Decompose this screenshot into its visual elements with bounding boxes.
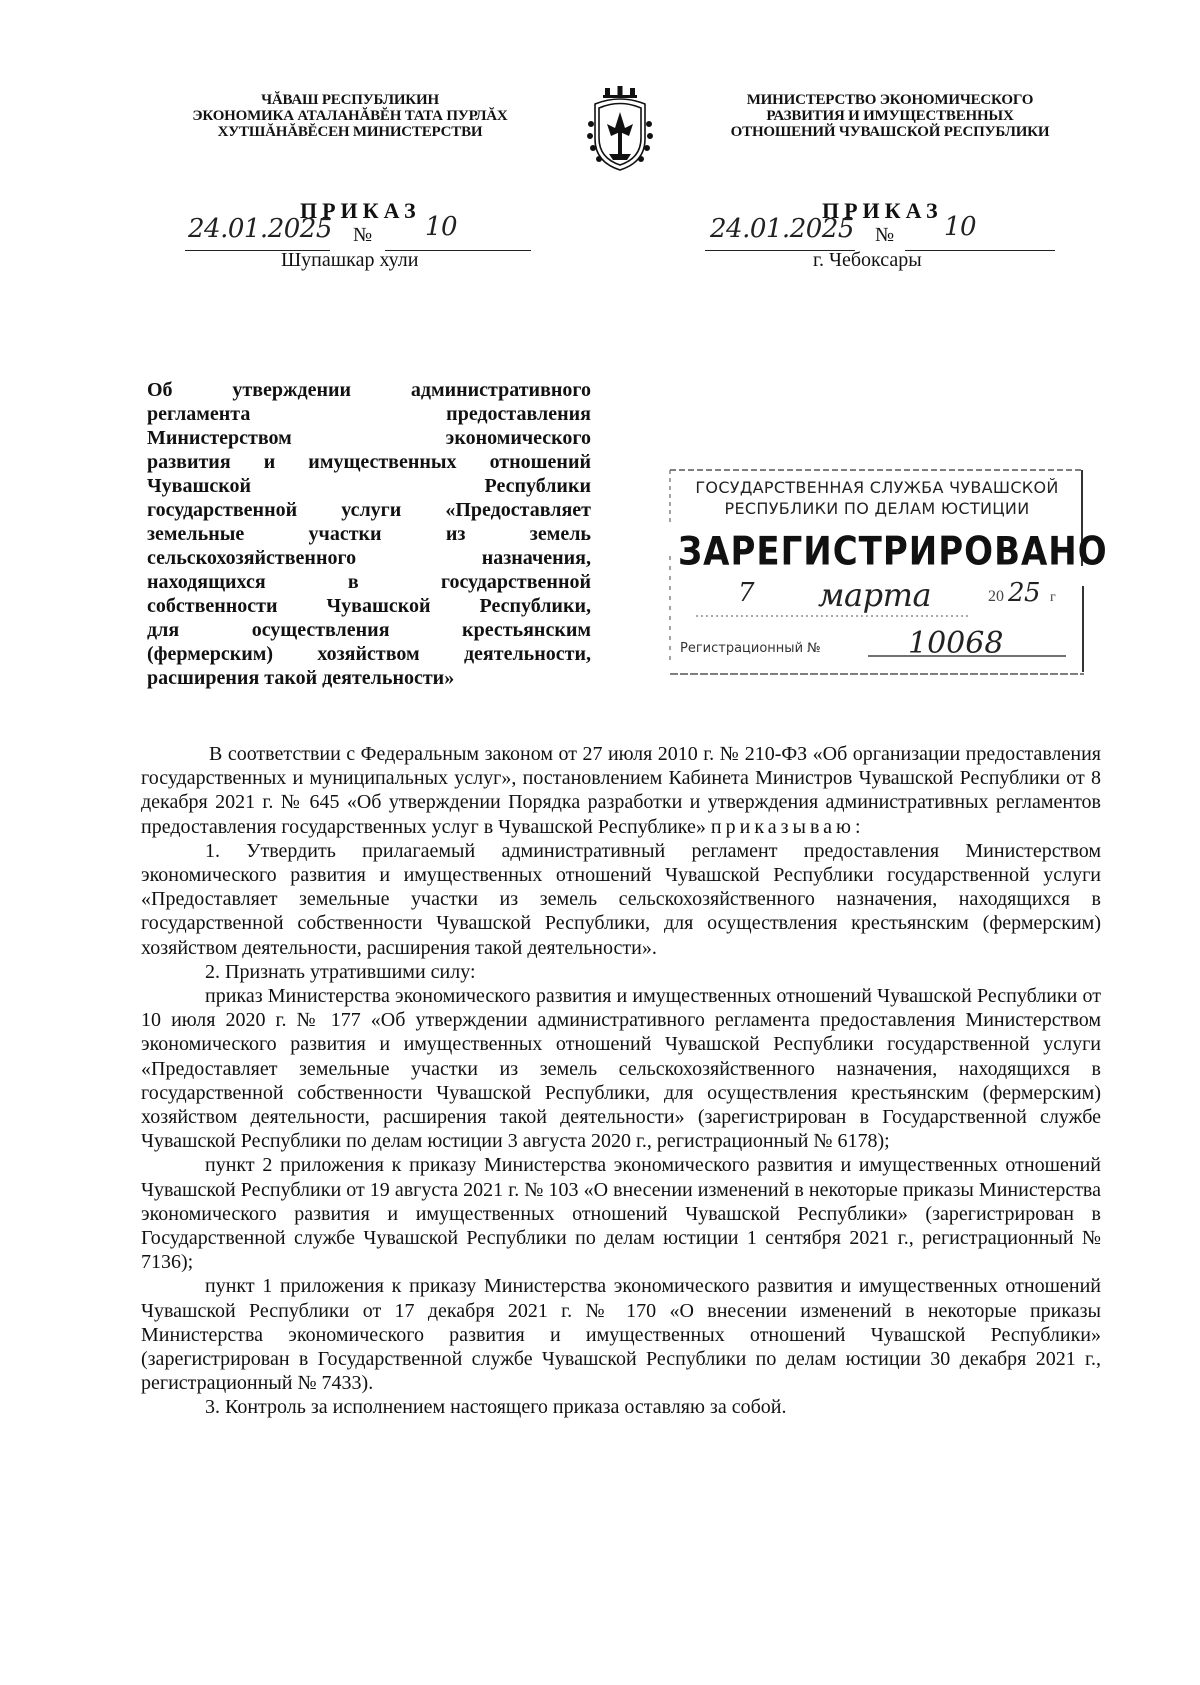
stamp-date-year-suffix: г bbox=[1050, 590, 1056, 605]
header-right-ministry-russian bbox=[700, 92, 1080, 140]
document-body bbox=[141, 742, 1101, 1420]
stamp-registration-label: Регистрационный № bbox=[680, 641, 821, 656]
document-title-line: земельные участки из земель bbox=[147, 523, 591, 545]
document-title-line: расширения такой деятельности» bbox=[147, 667, 455, 689]
registration-stamp bbox=[668, 466, 1108, 678]
header-right-line-3: ОТНОШЕНИЙ ЧУВАШСКОЙ РЕСПУБЛИКИ bbox=[730, 124, 1050, 140]
stamp-agency-line-1: ГОСУДАРСТВЕННАЯ СЛУЖБА ЧУВАШСКОЙ bbox=[695, 478, 1059, 497]
document-title-line: сельскохозяйственного назначения, bbox=[147, 547, 591, 569]
order-number-sign-right: № bbox=[875, 224, 895, 246]
stamp-date-month: марта bbox=[818, 576, 932, 614]
body-item-2a: приказ Министерства экономического развития и имущественных отношений Чувашской Республики от 10 июля 2020 г. № 177 «Об утверждении административного регламента предоставления Министерством экономического развития и имущественных отношений Чувашской Республики государственной услуги «Предоставляет земельные участки из земель сельскохозяйственного назначения, находящихся в государственной собственности Чувашской Республики, для осуществления крестьянским (фермерским) хозяйством деятельности, расширения такой деятельности» (зарегистрирован в Государственной службе Чувашской Республики по делам юстиции 3 августа 2020 г., регистрационный № 6178); bbox=[141, 985, 1101, 1153]
body-item-2b: пункт 2 приложения к приказу Министерства экономического развития и имущественных отношений Чувашской Республики от 19 августа 2021 г. № 103 «О внесении изменений в некоторые приказы Министерства экономического развития и имущественных отношений Чувашской Республики» (зарегистрирован в Государственной службе Чувашской Республики по делам юстиции 1 сентября 2021 г., регистрационный № 7136); bbox=[141, 1154, 1101, 1274]
document-title-line: регламента предоставления bbox=[147, 403, 591, 425]
order-place-right: г. Чебоксары bbox=[813, 249, 922, 271]
stamp-date-year-prefix: 20 bbox=[988, 588, 1004, 605]
order-number-sign-left: № bbox=[353, 224, 373, 246]
header-right-line-1: МИНИСТЕРСТВО ЭКОНОМИЧЕСКОГО bbox=[746, 92, 1034, 108]
document-title-line: собственности Чувашской Республики, bbox=[147, 595, 591, 617]
document-title-line: Чувашской Республики bbox=[147, 475, 591, 497]
order-place-left: Шупашкар хули bbox=[281, 249, 419, 271]
body-intro-paragraph bbox=[141, 742, 1101, 839]
stamp-date-day: 7 bbox=[738, 578, 755, 608]
order-title-left: ПРИКАЗ bbox=[300, 198, 421, 223]
stamp-agency-line-2: РЕСПУБЛИКИ ПО ДЕЛАМ ЮСТИЦИИ bbox=[724, 499, 1030, 518]
header-left-line-3: ХУТШĂНĂВĔСЕН МИНИСТЕРСТВИ bbox=[217, 124, 483, 140]
stamp-registration-number: 10068 bbox=[908, 626, 1004, 661]
header-left-line-1: ЧĂВАШ РЕСПУБЛИКИН bbox=[261, 92, 439, 108]
document-title bbox=[147, 378, 591, 690]
body-item-3: 3. Контроль за исполнением настоящего приказа оставляю за собой. bbox=[205, 1396, 787, 1419]
order-date-left: 24.01.2025 bbox=[188, 214, 332, 244]
body-intro-text: В соответствии с Федеральным законом от 27 июля 2010 г. № 210-ФЗ «Об организации предоставления государственных и муниципальных услуг», постановлением Кабинета Министров Чувашской Республики от 8 декабря 2021 г. № 645 «Об утверждении Порядка разработки и утверждения административных регламентов предоставления государственных услуг в Чувашской Республике» bbox=[141, 743, 1101, 838]
body-order-word: приказываю: bbox=[710, 815, 865, 838]
document-title-line: Министерством экономического bbox=[147, 427, 591, 449]
document-title-line: (фермерским) хозяйством деятельности, bbox=[147, 643, 591, 665]
header-left-ministry-chuvash bbox=[150, 92, 550, 140]
stamp-date bbox=[698, 576, 1078, 616]
coat-of-arms-icon bbox=[585, 84, 655, 176]
stamp-date-year: 25 bbox=[1008, 578, 1041, 608]
stamp-registered-label: ЗАРЕГИСТРИРОВАНО bbox=[678, 529, 1108, 575]
document-title-line: развития и имущественных отношений bbox=[147, 451, 591, 473]
order-number-right: 10 bbox=[944, 212, 977, 242]
body-item-1: 1. Утвердить прилагаемый административный регламент предоставления Министерством экономического развития и имущественных отношений Чувашской Республики государственной услуги «Предоставляет земельные участки из земель сельскохозяйственного назначения, находящихся в государственной собственности Чувашской Республики, для осуществления крестьянским (фермерским) хозяйством деятельности, расширения такой деятельности». bbox=[141, 839, 1101, 959]
order-number-underline-right bbox=[905, 250, 1055, 251]
order-title-right: ПРИКАЗ bbox=[822, 198, 943, 223]
header-right-line-2: РАЗВИТИЯ И ИМУЩЕСТВЕННЫХ bbox=[766, 108, 1014, 124]
order-date-right: 24.01.2025 bbox=[710, 214, 854, 244]
body-item-2: 2. Признать утратившими силу: bbox=[205, 960, 476, 983]
document-title-line: для осуществления крестьянским bbox=[147, 619, 591, 641]
document-title-line: находящихся в государственной bbox=[147, 571, 591, 593]
document-title-line: государственной услуги «Предоставляет bbox=[147, 499, 591, 521]
header-left-line-2: ЭКОНОМИКА АТАЛАНĂВĔН ТАТА ПУРЛĂХ bbox=[192, 108, 508, 124]
order-number-left: 10 bbox=[425, 212, 458, 242]
document-title-line: Об утверждении административного bbox=[147, 379, 591, 401]
body-item-2c: пункт 1 приложения к приказу Министерства экономического развития и имущественных отношений Чувашской Республики от 17 декабря 2021 г. № 170 «О внесении изменений в некоторые приказы Министерства экономического развития и имущественных отношений Чувашской Республики» (зарегистрирован в Государственной службе Чувашской Республики по делам юстиции 30 декабря 2021 г., регистрационный № 7433). bbox=[141, 1275, 1101, 1395]
